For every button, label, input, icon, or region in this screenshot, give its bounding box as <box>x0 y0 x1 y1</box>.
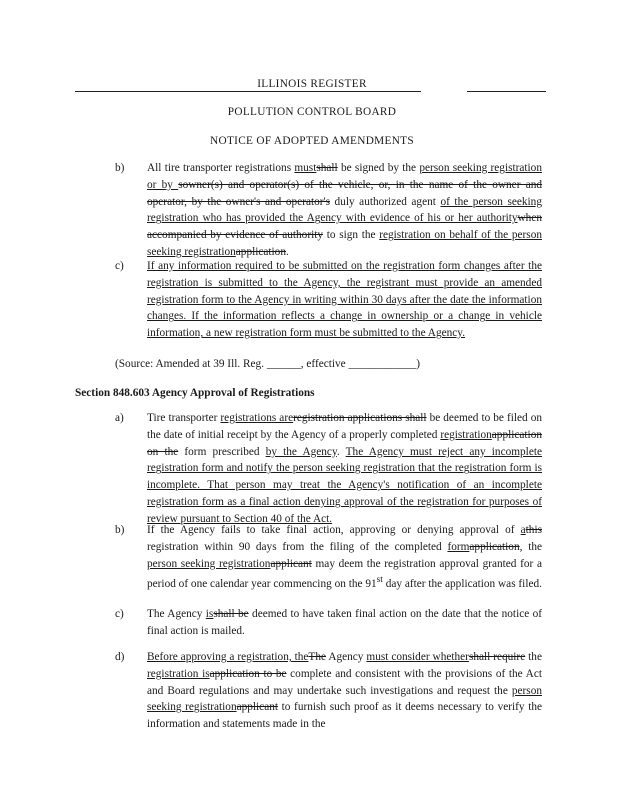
paragraph-text <box>147 522 542 593</box>
paragraph-text <box>147 410 542 528</box>
paragraph-label: b) <box>115 162 125 174</box>
body-text: Agency <box>326 651 367 663</box>
source-note: (Source: Amended at 39 Ill. Reg. ______, effective ____________) <box>115 358 421 370</box>
inserted-text: must <box>294 162 317 174</box>
body-text: may deem the registration approval granted for a period of one calendar year commencing on the 91 <box>147 557 542 591</box>
deleted-text: application <box>235 245 286 258</box>
body-text: . <box>336 445 346 458</box>
inserted-text: form <box>447 540 470 553</box>
inserted-text: The Agency must reject any incomplete registration form and notify the person seeking registration that the registration form is incomplete. That person may treat the Agency's notification of an incomplete registration form as a final action denying approval of the registration for purposes of review pursuant to Section 40 of the Act. <box>147 445 542 525</box>
board-title: POLLUTION CONTROL BOARD <box>227 106 397 118</box>
body-text: All tire transporter registrations <box>147 162 295 174</box>
deleted-text: shall be <box>213 608 249 620</box>
body-text: , the <box>519 540 542 553</box>
paragraph-label: c) <box>115 608 124 620</box>
inserted-text: person seeking registration or by <box>147 162 542 191</box>
inserted-text: registration is <box>147 667 210 680</box>
deleted-text: when accompanied by evidence of authority <box>147 212 542 242</box>
body-text: Tire transporter <box>147 412 221 424</box>
inserted-text: registration <box>440 428 492 441</box>
paragraph-label: c) <box>115 260 124 272</box>
inserted-text: is <box>205 608 214 620</box>
body-text: st <box>376 575 383 586</box>
body-text: deemed to have taken final action on the date that the notice of final action is mailed. <box>147 608 542 637</box>
inserted-text: registration on behalf of the person seeking registration <box>147 229 542 258</box>
body-text: be signed by the <box>337 162 420 174</box>
body-text: be deemed to be filed on the date of initial receipt by the Agency of a properly completed <box>147 412 542 441</box>
inserted-text: If any information required to be submitted on the registration form changes after the registration is submitted to the Agency, the registrant must provide an amended registration form to the Agency in writing within 30 days after the date the information changes. If the information reflects a change in ownership or a change in vehicle information, a new registration form must be submitted to the Agency. <box>147 260 542 340</box>
body-text: to sign the <box>323 229 380 242</box>
inserted-text: by the Agency <box>265 445 337 458</box>
deleted-text: registration applications shall <box>293 412 427 424</box>
inserted-text: a <box>520 524 526 536</box>
paragraph-text <box>147 160 542 261</box>
body-text: complete and consistent with the provisions of the Act and Board regulations and may undertake such investigations and request the <box>147 667 542 697</box>
deleted-text: application to be <box>209 667 287 680</box>
section-heading: Section 848.603 Agency Approval of Registrations <box>75 387 315 399</box>
deleted-text: shall require <box>468 651 526 663</box>
body-text: form prescribed <box>178 445 266 458</box>
body-text: day after the application was filed. <box>382 578 542 591</box>
deleted-text: this <box>525 524 542 536</box>
body-text: registration within 90 days from the filing of the completed <box>147 540 448 553</box>
paragraph-label: d) <box>115 651 125 663</box>
paragraph-text <box>147 258 542 342</box>
inserted-text: Before approving a registration, the <box>147 651 309 663</box>
body-text: the <box>525 651 542 663</box>
body-text: to furnish such proof as it deems necessary to verify the information and statements made in the <box>147 701 542 731</box>
paragraph-text <box>147 649 542 733</box>
register-title: ILLINOIS REGISTER <box>257 78 367 90</box>
inserted-text: person seeking registration <box>147 557 271 570</box>
deleted-text: application <box>469 540 520 553</box>
inserted-text: of the person seeking registration who has provided the Agency with evidence of his or her authority <box>147 195 542 225</box>
inserted-text: person seeking registration <box>147 684 542 714</box>
deleted-text: The <box>308 651 326 663</box>
deleted-text: application on the <box>147 428 542 458</box>
paragraph-label: b) <box>115 524 125 536</box>
inserted-text: must consider whether <box>366 651 469 663</box>
body-text: . <box>285 245 289 258</box>
deleted-text: sowner(s) and operator(s) of the vehicle, or, in the name of the owner and operator, by the owner's and operator's <box>147 178 543 208</box>
deleted-text: applicant <box>236 701 278 714</box>
paragraph-text <box>147 606 542 640</box>
body-text: The Agency <box>147 608 206 620</box>
paragraph-label: a) <box>115 412 124 424</box>
inserted-text: registrations are <box>220 412 294 424</box>
body-text: duly authorized agent <box>329 195 441 208</box>
deleted-text: applicant <box>270 557 312 570</box>
body-text: If the Agency fails to take final action, approving or denying approval of <box>147 524 521 536</box>
notice-title: NOTICE OF ADOPTED AMENDMENTS <box>210 135 414 147</box>
deleted-text: shall <box>316 162 338 174</box>
